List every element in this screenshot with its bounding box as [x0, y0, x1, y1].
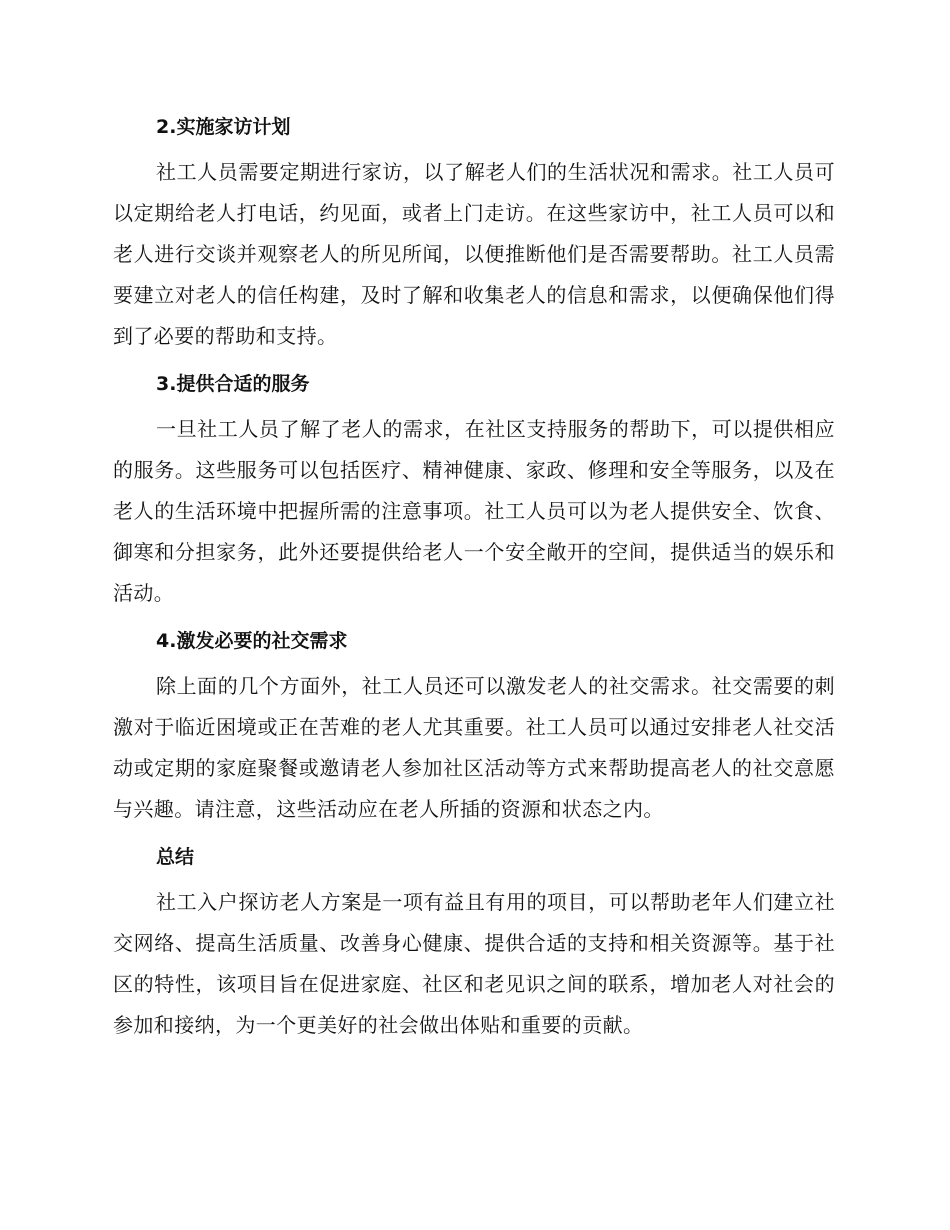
section-heading-provide-services: 3.提供合适的服务	[156, 373, 310, 395]
document-body	[113, 108, 835, 1054]
section-paragraph-summary: 社工入户探访老人方案是一项有益且有用的项目，可以帮助老年人们建立社交网络、提高生活质量、改善身心健康、提供合适的支持和相关资源等。基于社区的特性，该项目旨在促进家庭、社区和老见识之间的联系，增加老人对社会的参加和接纳，为一个更美好的社会做出体贴和重要的贡献。	[113, 890, 835, 1037]
section-paragraph-provide-services: 一旦社工人员了解了老人的需求，在社区支持服务的帮助下，可以提供相应的服务。这些服务可以包括医疗、精神健康、家政、修理和安全等服务，以及在老人的生活环境中把握所需的注意事项。社工人员可以为老人提供安全、饮食、御寒和分担家务，此外还要提供给老人一个安全敞开的空间，提供适当的娱乐和活动。	[113, 417, 835, 605]
section-heading-summary: 总结	[156, 846, 195, 868]
section-heading-social-needs: 4.激发必要的社交需求	[156, 630, 348, 652]
section-paragraph-social-needs: 除上面的几个方面外，社工人员还可以激发老人的社交需求。社交需要的刺激对于临近困境或正在苦难的老人尤其重要。社工人员可以通过安排老人社交活动或定期的家庭聚餐或邀请老人参加社区活动等方式来帮助提高老人的社交意愿与兴趣。请注意，这些活动应在老人所插的资源和状态之内。	[113, 674, 835, 821]
section-heading-home-visit-plan: 2.实施家访计划	[156, 116, 291, 138]
section-paragraph-home-visit-plan: 社工人员需要定期进行家访，以了解老人们的生活状况和需求。社工人员可以定期给老人打电话，约见面，或者上门走访。在这些家访中，社工人员可以和老人进行交谈并观察老人的所见所闻，以便推断他们是否需要帮助。社工人员需要建立对老人的信任构建，及时了解和收集老人的信息和需求，以便确保他们得到了必要的帮助和支持。	[113, 160, 835, 348]
